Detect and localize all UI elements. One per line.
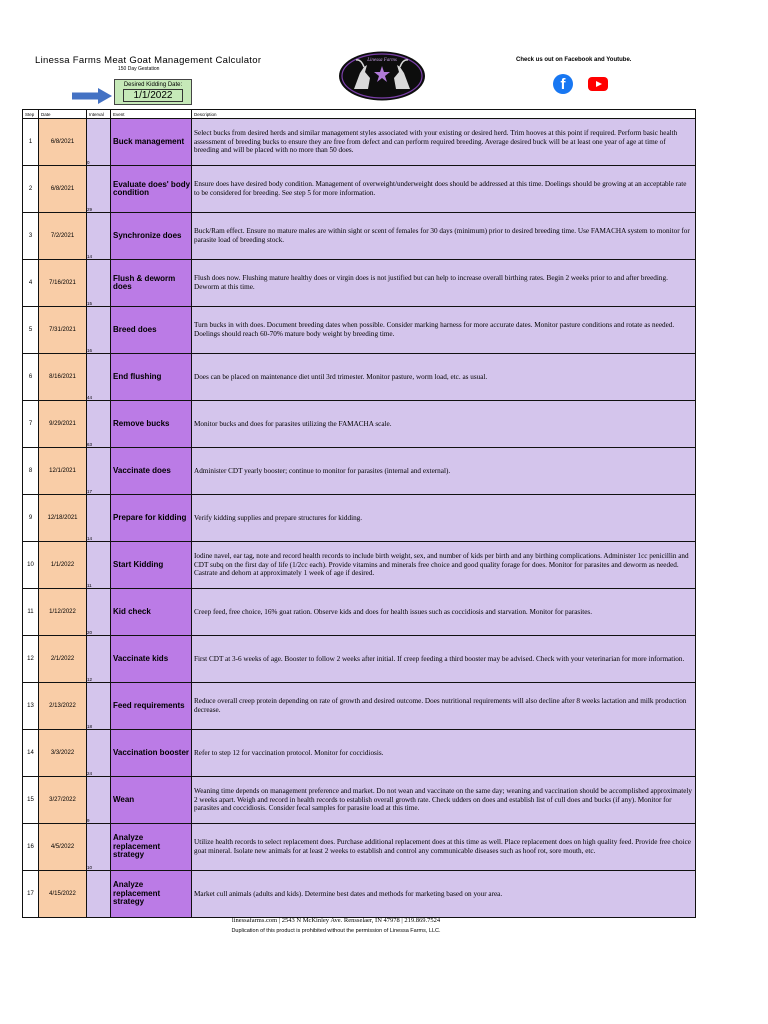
step-description: Iodine navel, ear tag, note and record health records to include birth weight, sex, and number of kids per birth and any birthing complications. Administer 1cc penicillin and CDT subq on the first day of life (1/2cc each). Provide vitamins and minerals free choice and good quality forage for does. Monitor for parasites and deworm as needed. Castrate and dehorn at approximately 1 week of age if desired.: [192, 542, 696, 589]
step-interval: [87, 630, 111, 683]
step-event: Vaccinate does: [111, 448, 192, 495]
table-row: [23, 401, 696, 448]
table-row: [23, 730, 696, 777]
table-row: [23, 542, 696, 589]
interval-value: 17: [87, 489, 93, 494]
step-description: Refer to step 12 for vaccination protocol. Monitor for coccidiosis.: [192, 730, 696, 777]
step-number: 8: [23, 448, 39, 495]
step-date: 2/1/2022: [39, 636, 87, 683]
step-description: Monitor bucks and does for parasites utilizing the FAMACHA scale.: [192, 401, 696, 448]
step-event: Analyze replacement strategy: [111, 871, 192, 918]
step-number: 6: [23, 354, 39, 401]
step-date: 9/29/2021: [39, 401, 87, 448]
step-number: 1: [23, 119, 39, 166]
step-description: First CDT at 3-6 weeks of age. Booster to follow 2 weeks after initial. If creep feeding a third booster may be advised. Check with your veterinarian for more information.: [192, 636, 696, 683]
step-event: Evaluate does' body condition: [111, 166, 192, 213]
step-date: 3/3/2022: [39, 730, 87, 777]
step-interval: [87, 583, 111, 636]
step-description: Utilize health records to select replacement does. Purchase additional replacement does at this time as well. Place replacement does on high quality feed. Provide free choice goat mineral. Isolate new animals for at least 2 weeks to establish and control any communicable diseases such as hoof rot, sore mouth, etc.: [192, 824, 696, 871]
step-interval: [87, 865, 111, 918]
step-date: 8/16/2021: [39, 354, 87, 401]
step-interval: [87, 254, 111, 307]
step-description: Does can be placed on maintenance diet until 3rd trimester. Monitor pasture, worm load, etc. as usual.: [192, 354, 696, 401]
step-interval: [87, 395, 111, 448]
step-date: 6/8/2021: [39, 166, 87, 213]
step-date: 1/1/2022: [39, 542, 87, 589]
step-interval: [87, 442, 111, 495]
schedule-table: [22, 109, 696, 918]
farm-logo: [338, 51, 426, 101]
table-row: [23, 354, 696, 401]
step-description: Market cull animals (adults and kids). Determine best dates and methods for marketing based on your area.: [192, 871, 696, 918]
table-row: [23, 777, 696, 824]
table-row: [23, 166, 696, 213]
step-interval: [87, 818, 111, 871]
kidding-date-input[interactable]: 1/1/2022: [123, 89, 183, 102]
table-row: [23, 119, 696, 166]
step-date: 12/18/2021: [39, 495, 87, 542]
interval-value: 11: [87, 583, 92, 588]
step-event: Flush & deworm does: [111, 260, 192, 307]
step-number: 2: [23, 166, 39, 213]
header-date: Date: [39, 110, 87, 119]
interval-value: 14: [87, 536, 93, 541]
header-step: Step: [23, 110, 39, 119]
step-date: 7/2/2021: [39, 213, 87, 260]
step-interval: [87, 119, 111, 166]
step-number: 15: [23, 777, 39, 824]
table-row: [23, 589, 696, 636]
footer-contact: linessafarms.com | 2543 N McKinley Ave. Rensselaer, IN 47978 | 219.869.7524: [231, 917, 441, 924]
step-description: Reduce overall creep protein depending on rate of growth and desired outcome. Does nutritional requirements will also decline after 8 weeks lactation and milk production decrease.: [192, 683, 696, 730]
step-event: End flushing: [111, 354, 192, 401]
step-date: 7/31/2021: [39, 307, 87, 354]
interval-value: 20: [87, 630, 93, 635]
step-event: Vaccination booster: [111, 730, 192, 777]
step-description: Buck/Ram effect. Ensure no mature males are within sight or scent of females for 30 days (minimum) prior to desired breeding time. Use FAMACHA system to monitor for parasite load of breeding stock.: [192, 213, 696, 260]
step-event: Wean: [111, 777, 192, 824]
step-date: 6/8/2021: [39, 119, 87, 166]
table-row: [23, 495, 696, 542]
step-number: 12: [23, 636, 39, 683]
step-event: Remove bucks: [111, 401, 192, 448]
step-description: Flush does now. Flushing mature healthy does or virgin does is not justified but can help to increase overall birthing rates. Begin 2 weeks prior to and after breeding. Deworm at this time.: [192, 260, 696, 307]
interval-value: 10: [87, 865, 93, 870]
table-row: [23, 448, 696, 495]
table-row: [23, 307, 696, 354]
step-description: Administer CDT yearly booster; continue to monitor for parasites (internal and external).: [192, 448, 696, 495]
interval-value: 29: [87, 207, 93, 212]
step-description: Verify kidding supplies and prepare structures for kidding.: [192, 495, 696, 542]
table-row: [23, 871, 696, 918]
youtube-icon[interactable]: [588, 77, 608, 91]
step-description: Turn bucks in with does. Document breeding dates when possible. Consider marking harness for more accurate dates. Monitor pasture conditions and rotate as needed. Doelings should reach 60-70% mature body weight by breeding time.: [192, 307, 696, 354]
step-number: 13: [23, 683, 39, 730]
interval-value: 44: [87, 395, 93, 400]
step-interval: [87, 489, 111, 542]
step-interval: [87, 348, 111, 401]
step-event: Feed requirements: [111, 683, 192, 730]
step-date: 4/15/2022: [39, 871, 87, 918]
step-description: Weaning time depends on management preference and market. Do not wean and vaccinate on the same day; weaning and vaccination should be accomplished approximately 2 weeks apart. Weigh and record in health records to establish overall growth rate. Check udders on does and establish list of cull does and bucks (if any). Monitor for parasites and coccidiosis. Consider fecal samples for parasite load at this time.: [192, 777, 696, 824]
step-event: Synchronize does: [111, 213, 192, 260]
step-description: Creep feed, free choice, 16% goat ration. Observe kids and does for health issues such as coccidiosis and starvation. Monitor for parasites.: [192, 589, 696, 636]
interval-value: 63: [87, 442, 93, 447]
step-number: 17: [23, 871, 39, 918]
interval-value: 24: [87, 771, 93, 776]
table-row: [23, 213, 696, 260]
step-interval: [87, 724, 111, 777]
interval-value: 12: [87, 677, 93, 682]
step-interval: [87, 301, 111, 354]
interval-value: 16: [87, 348, 93, 353]
social-text: Check us out on Facebook and Youtube.: [516, 57, 632, 63]
table-row: [23, 636, 696, 683]
step-event: Kid check: [111, 589, 192, 636]
table-row: [23, 260, 696, 307]
header-event: Event: [111, 110, 192, 119]
step-number: 9: [23, 495, 39, 542]
interval-value: 9: [87, 818, 90, 823]
step-event: Vaccinate kids: [111, 636, 192, 683]
interval-value: 0: [87, 160, 90, 165]
step-date: 1/12/2022: [39, 589, 87, 636]
interval-value: 18: [87, 724, 93, 729]
step-date: 3/27/2022: [39, 777, 87, 824]
facebook-icon[interactable]: f: [553, 74, 573, 94]
header-description: Description: [192, 110, 696, 119]
step-number: 3: [23, 213, 39, 260]
step-date: 4/5/2022: [39, 824, 87, 871]
table-row: [23, 824, 696, 871]
step-interval: [87, 207, 111, 260]
step-event: Analyze replacement strategy: [111, 824, 192, 871]
step-number: 4: [23, 260, 39, 307]
arrow-right-icon: [72, 88, 112, 104]
table-header-row: [23, 110, 696, 119]
step-date: 7/16/2021: [39, 260, 87, 307]
step-date: 12/1/2021: [39, 448, 87, 495]
step-description: Select bucks from desired herds and similar management styles associated with your existing or desired herd. Trim hooves at this point if required. Perform basic health assessment of breeding bucks to ensure they are free from defect and can perform required breeding. Average desired buck will be at least one year of age at time of breeding and will be placed with no more than 50 does.: [192, 119, 696, 166]
step-interval: [87, 160, 111, 213]
step-interval: [87, 536, 111, 589]
step-date: 2/13/2022: [39, 683, 87, 730]
step-event: Breed does: [111, 307, 192, 354]
step-event: Buck management: [111, 119, 192, 166]
kidding-date-box: [114, 79, 192, 105]
step-number: 14: [23, 730, 39, 777]
step-number: 5: [23, 307, 39, 354]
step-interval: [87, 677, 111, 730]
page-title: Linessa Farms Meat Goat Management Calculator: [35, 55, 262, 66]
footer-copyright: Duplication of this product is prohibited without the permission of Linessa Farms, LLC.: [231, 928, 441, 934]
step-number: 7: [23, 401, 39, 448]
step-event: Prepare for kidding: [111, 495, 192, 542]
header-interval: Interval: [87, 110, 111, 119]
kidding-date-label: Desired Kidding Date:: [123, 82, 183, 88]
step-event: Start Kidding: [111, 542, 192, 589]
step-number: 11: [23, 589, 39, 636]
logo-text: Linessa Farms: [367, 58, 397, 63]
step-number: 10: [23, 542, 39, 589]
interval-value: 14: [87, 254, 93, 259]
step-number: 16: [23, 824, 39, 871]
step-description: Ensure does have desired body condition. Management of overweight/underweight does should be addressed at this time. Doelings should be growing at an acceptable rate to be considered for breeding. See step 5 for more information.: [192, 166, 696, 213]
table-row: [23, 683, 696, 730]
interval-value: 15: [87, 301, 93, 306]
page-subtitle: 150 Day Gestation: [118, 66, 160, 72]
step-interval: [87, 771, 111, 824]
